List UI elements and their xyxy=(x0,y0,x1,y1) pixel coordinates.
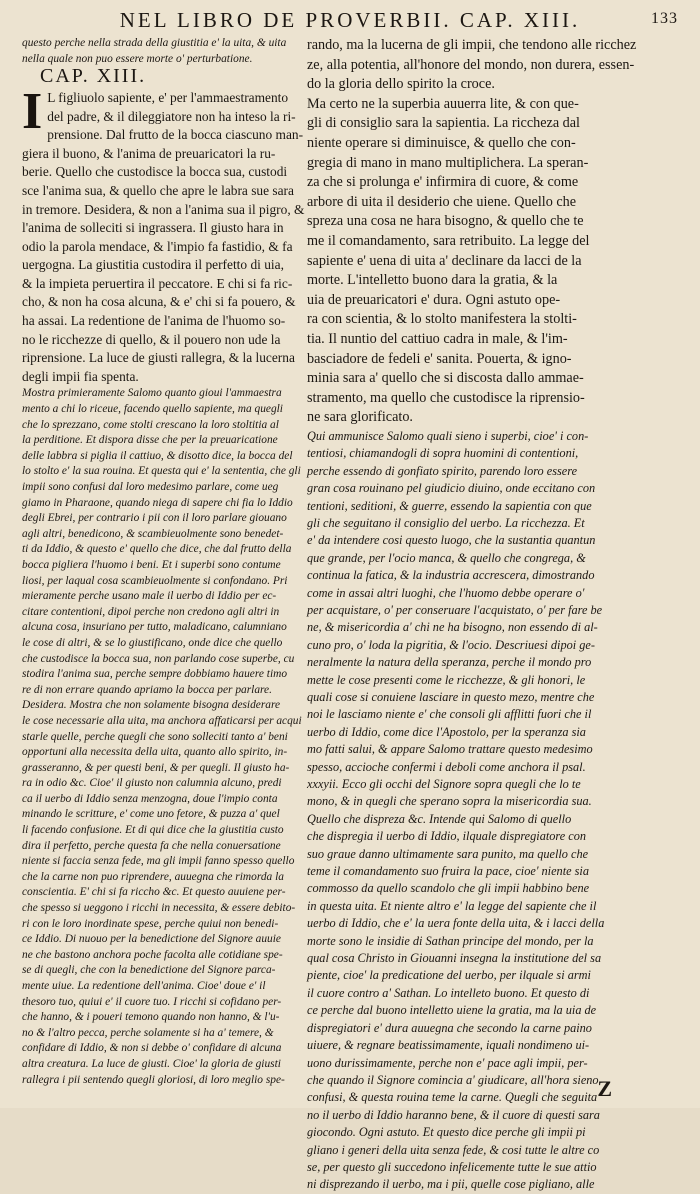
commentary-line: agli altri, benedicono, & scambieuolmente sono benedet- xyxy=(22,527,284,540)
commentary-line: confusi, & questa rouina teme la carne. Quegli che seguita xyxy=(307,1090,598,1105)
commentary-line: uiuere, & regnare beatissimamente, iquali nondimeno ui- xyxy=(307,1038,590,1053)
commentary-line: impii sono confusi dal loro medesimo parlare, come ueg xyxy=(22,481,279,493)
commentary-line: che quando il Signore comincia a' giudicare, all'hora sieno xyxy=(307,1072,599,1087)
text-line: prensione. Dal frutto de la bocca ciascuno man- xyxy=(47,127,304,143)
text-line: L figliuolo sapiente, e' per l'ammaestramento xyxy=(47,89,289,105)
text-line: & la impieta peruertira il peccatore. E chi si fa ric- xyxy=(22,275,293,291)
commentary-line: ri con le loro inordinate spese, perche quiui non benedi- xyxy=(22,917,279,930)
commentary-line: ne che bastono anchora poche facolta alle cotidiane spe- xyxy=(22,948,283,961)
commentary-line: le cose di altri, & se lo giustificano, onde dice che quello xyxy=(22,636,283,649)
text-line: ha assai. La redentione de l'anima de l'huomo so- xyxy=(22,313,286,329)
commentary-line: xxxyii. Ecco gli occhi del Signore sopra quegli che lo te xyxy=(307,777,581,791)
text-line: del padre, & il dileggiatore non ha inteso la ri- xyxy=(47,108,296,124)
commentary-line: suo graue danno ultimamente sara punito, ma quello che xyxy=(307,846,589,861)
commentary-line: mento a chi lo riceue, facendo quello sapiente, ma quegli xyxy=(22,403,283,416)
commentary-line: gli che seguitano il consiglio del uerbo. La ricchezza. Et xyxy=(307,515,585,530)
commentary-line: thesoro tuo, quiui e' il cuore tuo. I ricchi si cofidano per- xyxy=(22,995,282,1008)
right-column xyxy=(307,36,680,1192)
text-line: berie. Quello che custodisce la bocca sua, custodi xyxy=(22,164,288,180)
text-line: basciadore de fedeli e' sanita. Pouerta, & igno- xyxy=(307,350,572,367)
commentary-line: confidare di Iddio, & non si debbe o' confidare di alcuna xyxy=(22,1042,282,1055)
commentary-line: Quello che dispreza &c. Intende qui Salomo di quello xyxy=(307,811,572,826)
commentary-line: giamo in Pharaone, quando niega di sapere chi fia lo Iddio xyxy=(22,496,293,509)
commentary-line: mono, & in quegli che sperano sopra la misericordia sua. xyxy=(307,794,592,809)
commentary-line: teme il comandamento suo fruira la pace, cioe' niente sia xyxy=(307,864,589,879)
text-line: stramento, ma quello che custodisce la riprensio- xyxy=(307,389,585,406)
text-line: l'anima de solleciti si ingrassera. Il giusto hara in xyxy=(22,220,284,236)
text-line: sapiente e' uena di uita a' declinare da lacci de la xyxy=(307,252,582,269)
commentary-line: gliano i generi della uita senza fede, & cosi tutte le altre co xyxy=(307,1142,600,1157)
drop-cap-initial: I xyxy=(22,82,43,140)
commentary-line: ra in odio &c. Cioe' il giusto non calumnia alcuno, predi xyxy=(22,777,282,790)
commentary-line: ni disprezando il uerbo, ma i pii, quelle cose pigliano, alle xyxy=(307,1177,595,1192)
commentary-line: niente si faccia senza fede, ma gli impii fanno spesso quello xyxy=(22,855,295,868)
text-line: morte. L'intelletto buono dara la gratia, & la xyxy=(307,272,558,289)
commentary-line: Mostra primieramente Salomo quanto gioui l'ammaestra xyxy=(22,387,282,400)
commentary-line: ce perche dal buono intelletto uiene la gratia, ma la uia de xyxy=(307,1003,597,1018)
proverbs-text xyxy=(22,82,305,387)
running-head xyxy=(0,8,700,34)
text-line: me il comandamento, sara retribuito. La legge del xyxy=(307,232,590,249)
text-line: nella quale non puo essere morte o' perturbatione. xyxy=(22,52,253,65)
commentary-line: opportuni alla necessita della uita, quanto allo spirito, in- xyxy=(22,746,288,759)
commentary-line: perche essendo di gonfiato spirito, parendo loro essere xyxy=(307,463,578,478)
commentary-line: starle quelle, perche quegli che sono solleciti tanto a' beni xyxy=(22,730,288,743)
commentary-line: ca il uerbo di Iddio senza menzogna, doue l'impio conta xyxy=(22,792,278,805)
commentary-line: che custodisce la bocca sua, non parlando cose superbe, cu xyxy=(22,652,295,665)
right-proverbs-text xyxy=(307,36,680,428)
text-line: uergogna. La giustitia custodira il perfetto di uia, xyxy=(22,257,284,273)
commentary-line: che lo sprezzano, come stolti crescano la loro stoltitia al xyxy=(22,418,279,431)
right-commentary xyxy=(307,428,680,1194)
commentary-line: dispregiatori e' dura auuegna che secondo la carne paino xyxy=(307,1020,592,1035)
commentary-line: re di non errare quando apriamo la bocca per parlare. xyxy=(22,683,272,696)
commentary-line: altra creatura. La luce de giusti. Cioe' la gloria de giusti xyxy=(22,1057,281,1070)
commentary-line: Desidera. Mostra che non solamente bisogna desiderare xyxy=(22,699,281,712)
commentary-line: spesso, accioche confermi i deboli come anchora il psal. xyxy=(307,759,586,774)
left-column xyxy=(22,36,305,1098)
commentary-line: que grande, per l'ocio manca, & quello che congrega, & xyxy=(307,550,586,565)
commentary-line: liosi, per laqual cosa scambieuolmente si confondano. Pri xyxy=(22,574,288,587)
commentary-line: se di quegli, che con la benedictione del Signore parca- xyxy=(22,964,276,977)
commentary-line: commosso da quello scandolo che gli impii habbino bene xyxy=(307,881,590,896)
text-line: riprensione. La luce de giusti rallegra, & la lucerna xyxy=(22,350,295,366)
commentary-line: qual cosa Christo in Giouanni insegna la institutione del sa xyxy=(307,951,602,966)
text-line: minia sara a' quello che si discosta dallo ammae- xyxy=(307,370,584,387)
commentary-line: ne, & misericordia a' chi ne ha bisogno, non essendo di al- xyxy=(307,620,598,635)
text-line: no le ricchezze di quello, & il pouero non ude la xyxy=(22,331,281,347)
text-line: ze, alla potentia, all'honore del mondo, non durera, essen- xyxy=(307,56,635,73)
text-line: gli di consiglio sara la sapientia. La riccheza dal xyxy=(307,115,580,132)
commentary-line: e' da intendere cosi questo luogo, che la sustantia quantun xyxy=(307,533,596,548)
commentary-line: cuno pro, o' loda la pigritia, & l'ocio. Descriuesi dipoi ge- xyxy=(307,637,595,652)
running-head-title: NEL LIBRO DE PROVERBII. CAP. XIII. xyxy=(119,8,581,32)
commentary-line: tentiosi, chiamandogli di sopra huomini di contentioni, xyxy=(307,446,579,461)
commentary-line: come in assai altri luoghi, che l'huomo debbe operare o' xyxy=(307,585,585,600)
text-line: do la gloria dello spirito la croce. xyxy=(307,76,495,93)
commentary-line: piente, cioe' la predicatione del uerbo, per ilquale si armi xyxy=(307,968,591,983)
commentary-line: conscientia. E' chi si fa riccho &c. Et questo auuiene per- xyxy=(22,886,286,899)
commentary-line: mo fatti salui, & appare Salomo trattare questo medesimo xyxy=(307,742,593,757)
text-line: Ma certo ne la superbia auuerra lite, & con que- xyxy=(307,95,579,112)
commentary-line: che hanno, & i poueri temono quando non hanno, & l'u- xyxy=(22,1011,280,1024)
commentary-line: noi le lasciamo niente e' che consoli gli afflitti fuori che il xyxy=(307,707,592,722)
commentary-line: in questa uita. Et niente altro e' la legge del sapiente che il xyxy=(307,898,597,913)
commentary-line: degli Ebrei, per contrario i pii con il loro parlare giouano xyxy=(22,512,287,525)
commentary-line: dira il perfetto, perche questa fa che nella conuersatione xyxy=(22,839,281,852)
commentary-line: per acquistare, o' per conseruare l'acquistato, o' per fare be xyxy=(307,602,603,617)
text-line: giera il buono, & l'anima de preuaricatori la ru- xyxy=(22,145,276,161)
text-line: rando, ma la lucerna de gli impii, che tendono alle ricchez xyxy=(307,37,637,53)
text-line: spreza una cosa ne hara bisogno, & quello che te xyxy=(307,213,584,230)
commentary-line: uono durissimamente, perche non e' pace agli impii, per- xyxy=(307,1055,588,1070)
commentary-line: no il uerbo di Iddio haranno bene, & il cuore di questi sara xyxy=(307,1107,600,1122)
commentary-line: che la carne non puo riprendere, auuegna che rimorda la xyxy=(22,870,284,883)
text-line: niente operare si diminuisce, & quello che con- xyxy=(307,134,576,151)
text-line: uia de preuaricatori e' dura. Ogni astuto ope- xyxy=(307,291,561,308)
commentary-line: continua la fatica, & la industria accrescera, dimostrando xyxy=(307,568,595,583)
commentary-line: mieramente perche usano male il uerbo di Iddio per ec- xyxy=(22,590,277,603)
chapter-heading: CAP. XIII. xyxy=(40,65,147,88)
commentary-line: il cuore contro a' Sathan. Lo intelleto buono. Et questo di xyxy=(307,985,590,1000)
text-line: ra con scientia, & lo stolto manifestera la stolti- xyxy=(307,311,577,328)
commentary-line: morte sono le insidie di Sathan principe del mondo, per la xyxy=(307,933,594,948)
text-line: tia. Il nuntio del cattiuo cadra in male, & l'im- xyxy=(307,330,568,347)
commentary-line: giocondo. Ogni astuto. Et questo dice perche gli impii pi xyxy=(307,1125,586,1140)
commentary-line: alcuna cosa, insuriano per tutto, maladicano, calumniano xyxy=(22,621,287,634)
commentary-line: ce Iddio. Di nuouo per la benedictione del Signore auuie xyxy=(22,933,281,946)
commentary-line: neralmente la natura della speranza, perche il mondo pro xyxy=(307,655,592,670)
text-line: arbore di uita il desiderio che uiene. Quello che xyxy=(307,193,577,210)
commentary-line: tentioni, seditioni, & guerre, essendo la sapientia con que xyxy=(307,498,592,513)
commentary-line: mente uiue. La redentione dell'anima. Cioe' doue e' il xyxy=(22,980,266,992)
commentary-line: citare contentioni, dipoi perche non credono agli altri in xyxy=(22,605,280,618)
left-intro-gloss xyxy=(22,36,294,67)
commentary-line: ti da Iddio, & questo e' quello che dice, che dal frutto della xyxy=(22,543,292,556)
commentary-line: uerbo di Iddio, come dice l'Apostolo, per la speranza sia xyxy=(307,724,586,739)
commentary-line: se, per questo gli succedono infelicemente tutte le sue attio xyxy=(307,1159,597,1174)
text-line: za che si prolunga e' infirmira di cuore, & come xyxy=(307,174,579,191)
commentary-line: delle labbra si piglia il cattiuo, & disotto dice, la bocca del xyxy=(22,449,293,462)
text-line: degli impii fia spenta. xyxy=(22,368,139,384)
text-line: gregia di mano in mano multiplichera. La speran- xyxy=(307,154,589,171)
text-line: ne sara glorificato. xyxy=(307,409,413,426)
commentary-line: che dispregia il uerbo di Iddio, ilquale dispregiatore con xyxy=(307,829,587,844)
text-line: sce l'anima sua, & quello che apre le labra sue sara xyxy=(22,182,294,198)
commentary-line: mette le cose presenti come le ricchezze, & gli honori, le xyxy=(307,672,586,687)
commentary-line: Qui ammunisce Salomo quali sieno i superbi, cioe' i con- xyxy=(307,428,589,443)
commentary-line: quali cose si conuiene lasciare in questo mezo, mentre che xyxy=(307,689,595,704)
left-commentary xyxy=(22,386,302,1088)
text-line: in tremore. Desidera, & non a l'anima sua il pigro, & xyxy=(22,201,305,217)
commentary-line: che spesso si ueggono i ricchi in necessita, & essere debito- xyxy=(22,902,296,915)
commentary-line: rallegra i pii sentendo quegli gloriosi, di loro meglio spe- xyxy=(22,1073,285,1086)
commentary-line: lo stolto e' la sua rouina. Et questa qui e' la sententia, che gli xyxy=(22,465,301,478)
commentary-line: no & l'altro pecca, perche solamente si ha a' temere, & xyxy=(22,1026,274,1039)
commentary-line: li facendo confusione. Et di qui dice che la giustitia custo xyxy=(22,824,284,837)
signature-mark: Z xyxy=(597,1076,612,1101)
commentary-line: stodira l'anima sua, perche sempre dobbiamo hauere timo xyxy=(22,668,288,681)
commentary-line: la perditione. Et dispora disse che per la preuaricatione xyxy=(22,434,278,447)
text-line: odio la parola mendace, & l'impio fa fastidio, & fa xyxy=(22,238,293,254)
commentary-line: minando le scritture, e' come uno fetore, & puzza a' quel xyxy=(22,808,280,821)
text-line: questo perche nella strada della giustitia e' la uita, & uita xyxy=(22,37,287,49)
commentary-line: bocca pigliera l'huomo i beni. Et i superbi sono contume xyxy=(22,558,281,571)
folio-number: 133 xyxy=(651,10,678,27)
commentary-line: le cose necessarie alla uita, ma anchora affaticarsi per acqui xyxy=(22,714,302,727)
commentary-line: gran cosa rouinano pel giudicio diuino, onde eccitano con xyxy=(307,481,596,496)
commentary-line: grasseranno, & per questi beni, & per quegli. Il giusto ha- xyxy=(22,761,290,774)
commentary-line: uerbo di Iddio, che e' la uera fonte della uita, & i lacci della xyxy=(307,916,605,931)
text-line: cho, & non ha cosa alcuna, & e' chi si fa pouero, & xyxy=(22,294,296,310)
